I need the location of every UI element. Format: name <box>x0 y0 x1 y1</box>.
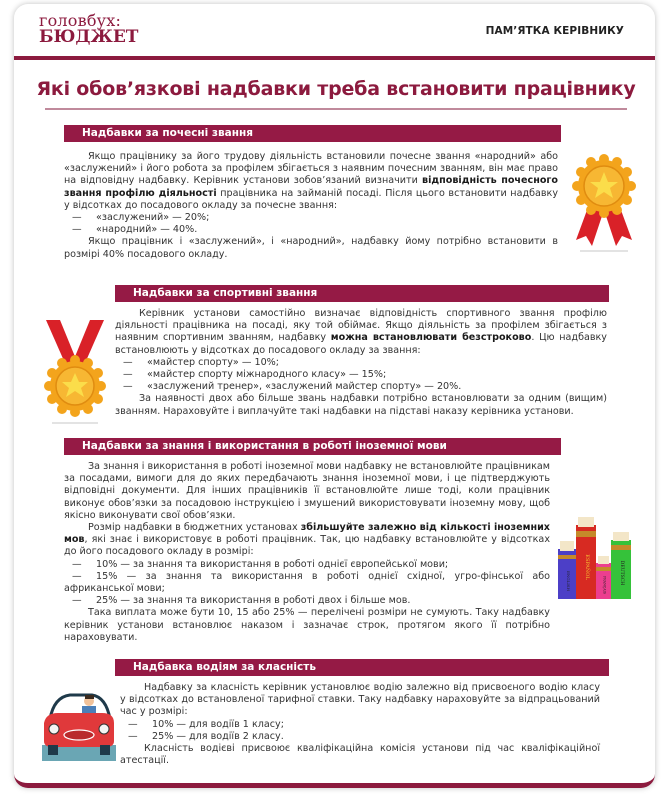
text: Керівник установи самостійно визначає відповідність спортивного звання профілю діяльності працівника на посаді, яку той обіймає. Якщо діяльність за профілем збігається з наявним спортивним званням, надбавку <box>115 308 607 344</box>
book-label: FRANÇAIS <box>602 576 607 594</box>
section-body-sport <box>115 308 607 418</box>
section-label: ПАМ’ЯТКА КЕРІВНИКУ <box>485 25 624 37</box>
paragraph: Така виплата може бути 10, 15 або 25% — перелічені розміри не сумують. Таку надбавку керівник установи встановлює наказом і зазначає строк, протягом якого її потрібно нараховувати. <box>64 607 550 643</box>
list-item <box>115 357 607 369</box>
paragraph: Класність водієві присвоює кваліфікаційна комісія установи під час кваліфікаційної атестації. <box>120 743 600 767</box>
books-icon <box>555 515 635 601</box>
paragraph: Надбавку за класність керівник установлює водію залежно від присвоєного водію класу у відсотках до встановленої тарифної ставки. Таку надбавку нараховуйте за відпрацьований час у розмірі: <box>120 682 600 718</box>
paragraph <box>64 151 558 212</box>
text: . Цю надбавку встановлюють у відсотках до посадового окладу за звання: <box>115 332 607 356</box>
list-item <box>64 571 550 595</box>
dash: — <box>72 558 82 570</box>
bold-text: відповідність почесного звання профілю діяльності <box>64 175 559 199</box>
logo-line-2: БЮДЖЕТ <box>39 27 139 47</box>
list-item-text: 25% — для водіїв 2 класу. <box>152 730 284 742</box>
list-item-text: «майстер спорту міжнародного класу» — 15%; <box>147 369 387 381</box>
list-item <box>64 224 558 236</box>
list-item <box>120 719 600 731</box>
list-item-text: 10% — для водіїв 1 класу; <box>152 718 284 730</box>
bold-text: можна встановлювати безстроково <box>330 332 532 344</box>
section-heading-drivers: Надбавка водіям за класність <box>115 659 609 676</box>
list-item-text: «заслужений» — 20%; <box>96 212 210 224</box>
dash: — <box>72 595 82 607</box>
list-item <box>115 381 607 393</box>
book-label: ESPAÑOL <box>584 554 590 580</box>
sport-medal-icon <box>40 320 110 425</box>
section-body-language <box>64 461 550 644</box>
dash: — <box>72 570 82 582</box>
paragraph: За наявності двох або більше звань надбавки потрібно встановлювати за одним (вищим) званням. Нараховуйте і виплачуйте такі надбавки на підставі наказу керівника установи. <box>115 393 607 417</box>
book-label: ENGLISH <box>566 570 571 592</box>
dash: — <box>123 381 133 393</box>
dash: — <box>123 369 133 381</box>
section-body-drivers <box>120 682 600 767</box>
list-item <box>115 369 607 381</box>
page-title: Які обов’язкові надбавки треба встановити працівнику <box>36 78 636 100</box>
section-heading-honorary: Надбавки за почесні звання <box>64 125 561 142</box>
title-underline <box>45 108 627 110</box>
paragraph <box>64 522 550 559</box>
paragraph: Якщо працівник і «заслужений», і «народний», надбавку йому потрібно встановити в розмірі 40% посадового окладу. <box>64 236 558 260</box>
magazine-logo <box>39 12 138 46</box>
car-driver-icon <box>40 683 118 763</box>
section-body-honorary <box>64 151 558 261</box>
text: , які знає і використовує в роботі працівник. Так, цю надбавку встановлюйте у відсотках до його посадового окладу в розмірі: <box>64 534 550 558</box>
list-item <box>64 559 550 571</box>
list-item <box>64 212 558 224</box>
list-item <box>120 731 600 743</box>
list-item-text: «майстер спорту» — 10%; <box>147 356 280 368</box>
logo-line-1: головбух: <box>39 11 122 30</box>
dash: — <box>72 224 82 236</box>
paragraph <box>115 308 607 357</box>
bold-text: збільшуйте залежно від кількості іноземних мов <box>64 522 550 546</box>
section-heading-language: Надбавки за знання і використання в роботі іноземної мови <box>64 438 561 455</box>
dash: — <box>123 356 133 368</box>
list-item-text: «народний» — 40%. <box>96 224 198 236</box>
list-item-text: 25% — за знання та використання в роботі двох і більше мов. <box>96 595 411 607</box>
book-label: DEUTSCH <box>619 560 624 586</box>
text: Розмір надбавки в бюджетних установах <box>88 522 301 534</box>
dash: — <box>128 718 138 730</box>
list-item <box>64 595 550 607</box>
list-item-text: 15% — за знання та використання в роботі однієї східної, угро-фінської або африканської мови; <box>64 570 550 595</box>
text: працівника на займаній посаді. Після цього встановити надбавку у відсотках до посадового окладу за почесне звання: <box>64 187 558 211</box>
rosette-award-icon <box>568 150 640 255</box>
dash: — <box>128 730 138 742</box>
dash: — <box>72 212 82 224</box>
list-item-text: «заслужений тренер», «заслужений майстер спорту» — 20%. <box>147 381 462 393</box>
paragraph: За знання і використання в роботі іноземної мови надбавку не встановлюйте працівникам за посадами, вимоги для до яких передбачають знання іноземної мови, і це підтверджують відповідні документи. Для інших працівників її встановлюйте лише тоді, коли працівник виконує обов’язки за посадовою інструкцією і змушений використовувати іноземну мову, щоб якісно виконувати свої обов’язки. <box>64 461 550 521</box>
header-divider <box>14 56 655 60</box>
section-heading-sport: Надбавки за спортивні звання <box>115 285 609 302</box>
list-item-text: 10% — за знання та використання в роботі однієї європейської мови; <box>96 558 449 570</box>
text: Якщо працівнику за його трудову діяльність встановили почесне звання «народний» або «заслужений» і його робота за профілем збігається з наявним почесним званням, він має право на відповідну надбавку. Керівник установи зобов’язаний визначити <box>64 151 558 187</box>
